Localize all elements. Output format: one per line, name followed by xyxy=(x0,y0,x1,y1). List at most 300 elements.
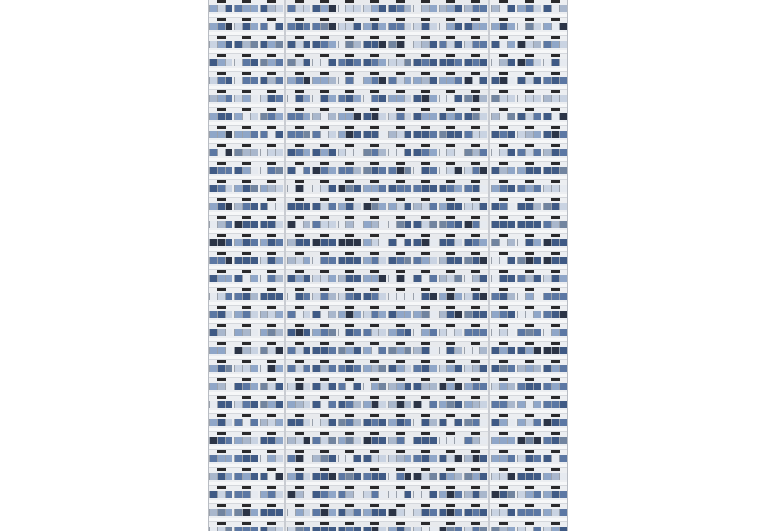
floor-row xyxy=(490,212,568,230)
window-pane xyxy=(413,401,421,408)
window-pane xyxy=(446,95,454,102)
window-pane xyxy=(499,347,507,354)
ac-vent xyxy=(499,450,508,453)
window-pane xyxy=(209,419,217,426)
ac-vent xyxy=(525,72,534,75)
window-pane xyxy=(371,473,379,480)
window-pane xyxy=(491,401,499,408)
window-pane xyxy=(320,473,328,480)
window-pane xyxy=(551,473,559,480)
window-pane xyxy=(507,527,515,531)
window-pane xyxy=(363,311,371,318)
window-pane xyxy=(267,329,275,336)
window-pane xyxy=(479,131,487,138)
window-pane xyxy=(439,419,447,426)
ac-vent xyxy=(396,72,405,75)
window-pane xyxy=(543,113,551,120)
window-pane xyxy=(209,437,217,444)
window-pane xyxy=(234,401,242,408)
floor-row xyxy=(286,482,488,500)
window-pane xyxy=(439,149,447,156)
window-pane xyxy=(363,419,371,426)
window-pane xyxy=(209,293,217,300)
ac-vent xyxy=(421,360,430,363)
window-pane xyxy=(363,95,371,102)
window-pane xyxy=(472,347,480,354)
window-pane xyxy=(491,329,499,336)
floor-row xyxy=(490,356,568,374)
floor-row xyxy=(286,212,488,230)
ac-vent xyxy=(345,396,354,399)
window-pane xyxy=(378,383,386,390)
window-pane xyxy=(267,77,275,84)
window-pane xyxy=(517,419,525,426)
window-pane xyxy=(464,203,472,210)
ac-vent xyxy=(345,198,354,201)
window-pane xyxy=(234,149,242,156)
window-pane xyxy=(499,5,507,12)
window-pane xyxy=(378,221,386,228)
ac-vent xyxy=(345,0,354,3)
ac-vent xyxy=(267,18,276,21)
ac-vent xyxy=(421,234,430,237)
window-pane xyxy=(507,5,515,12)
ac-vent xyxy=(396,306,405,309)
window-pane xyxy=(507,149,515,156)
ac-vent xyxy=(345,468,354,471)
window-pane xyxy=(338,239,346,246)
window-pane xyxy=(439,221,447,228)
window-pane xyxy=(446,437,454,444)
ac-vent xyxy=(396,234,405,237)
window-pane xyxy=(533,203,541,210)
window-pane xyxy=(295,221,303,228)
window-pane xyxy=(413,113,421,120)
window-pane xyxy=(479,347,487,354)
window-pane xyxy=(517,59,525,66)
ac-vent xyxy=(217,216,226,219)
window-pane xyxy=(378,437,386,444)
window-pane xyxy=(439,77,447,84)
window-pane xyxy=(472,113,480,120)
ac-vent xyxy=(471,378,480,381)
window-pane xyxy=(234,221,242,228)
ac-vent xyxy=(217,288,226,291)
ac-vent xyxy=(242,54,251,57)
window-pane xyxy=(371,401,379,408)
window-pane xyxy=(250,221,258,228)
ac-vent xyxy=(267,216,276,219)
window-pane xyxy=(328,509,336,516)
window-pane xyxy=(446,239,454,246)
window-pane xyxy=(234,329,242,336)
window-pane xyxy=(559,167,567,174)
window-pane xyxy=(439,401,447,408)
floor-row xyxy=(286,86,488,104)
window-pane xyxy=(275,167,283,174)
window-pane xyxy=(345,95,353,102)
window-pane xyxy=(225,23,233,30)
window-pane xyxy=(551,221,559,228)
window-pane xyxy=(260,509,268,516)
window-pane xyxy=(353,365,361,372)
window-pane xyxy=(225,419,233,426)
window-pane xyxy=(363,41,371,48)
window-pane xyxy=(217,41,225,48)
window-pane xyxy=(295,239,303,246)
window-pane xyxy=(429,149,437,156)
ac-vent xyxy=(295,468,304,471)
window-pane xyxy=(267,5,275,12)
window-pane xyxy=(312,473,320,480)
ac-vent xyxy=(551,252,560,255)
floor-slab xyxy=(286,428,488,432)
window-pane xyxy=(312,5,320,12)
ac-vent xyxy=(320,324,329,327)
window-pane xyxy=(429,311,437,318)
window-pane xyxy=(363,113,371,120)
window-pane xyxy=(267,257,275,264)
ac-vent xyxy=(370,288,379,291)
window-pane xyxy=(217,257,225,264)
ac-vent xyxy=(446,288,455,291)
window-pane xyxy=(242,347,250,354)
window-pane xyxy=(295,347,303,354)
window-pane xyxy=(388,131,396,138)
ac-vent xyxy=(499,288,508,291)
floor-row xyxy=(208,68,284,86)
window-pane xyxy=(479,149,487,156)
ac-vent xyxy=(421,198,430,201)
window-pane xyxy=(295,383,303,390)
window-pane xyxy=(551,455,559,462)
window-pane xyxy=(353,113,361,120)
window-pane xyxy=(242,113,250,120)
window-pane xyxy=(312,275,320,282)
window-pane xyxy=(479,455,487,462)
window-pane xyxy=(250,95,258,102)
ac-vent xyxy=(551,432,560,435)
window-pane xyxy=(543,77,551,84)
window-pane xyxy=(295,113,303,120)
window-pane xyxy=(472,329,480,336)
window-pane xyxy=(295,419,303,426)
ac-vent xyxy=(295,126,304,129)
window-pane xyxy=(250,149,258,156)
window-pane xyxy=(345,491,353,498)
window-pane xyxy=(371,455,379,462)
ac-vent xyxy=(217,144,226,147)
ac-vent xyxy=(370,234,379,237)
window-pane xyxy=(525,185,533,192)
window-pane xyxy=(388,113,396,120)
window-pane xyxy=(439,203,447,210)
floor-slab xyxy=(286,266,488,270)
floor-row xyxy=(490,392,568,410)
window-pane xyxy=(472,95,480,102)
ac-vent xyxy=(396,504,405,507)
window-pane xyxy=(217,509,225,516)
ac-vent xyxy=(345,486,354,489)
window-pane xyxy=(312,257,320,264)
window-pane xyxy=(551,509,559,516)
window-pane xyxy=(491,95,499,102)
window-pane xyxy=(312,113,320,120)
window-pane xyxy=(479,59,487,66)
window-pane xyxy=(250,257,258,264)
window-pane xyxy=(242,383,250,390)
window-pane xyxy=(242,257,250,264)
window-pane xyxy=(378,419,386,426)
floor-row xyxy=(208,374,284,392)
window-pane xyxy=(491,275,499,282)
window-pane xyxy=(260,41,268,48)
floor-row xyxy=(208,0,284,14)
window-pane xyxy=(388,509,396,516)
floor-row xyxy=(490,104,568,122)
window-pane xyxy=(543,185,551,192)
window-pane xyxy=(363,455,371,462)
window-pane xyxy=(559,329,567,336)
window-pane xyxy=(543,5,551,12)
window-pane xyxy=(242,419,250,426)
ac-vent xyxy=(446,432,455,435)
window-pane xyxy=(242,401,250,408)
ac-vent xyxy=(295,180,304,183)
window-pane xyxy=(328,311,336,318)
window-pane xyxy=(396,257,404,264)
window-pane xyxy=(543,131,551,138)
window-pane xyxy=(234,23,242,30)
window-pane xyxy=(328,401,336,408)
floor-slab xyxy=(286,356,488,360)
window-pane xyxy=(472,437,480,444)
ac-vent xyxy=(446,324,455,327)
window-pane xyxy=(378,95,386,102)
floor-row xyxy=(490,284,568,302)
window-pane xyxy=(312,41,320,48)
window-pane xyxy=(303,509,311,516)
window-pane xyxy=(525,203,533,210)
window-pane xyxy=(439,509,447,516)
window-pane xyxy=(338,347,346,354)
ac-vent xyxy=(525,342,534,345)
window-pane xyxy=(454,419,462,426)
window-pane xyxy=(525,311,533,318)
window-pane xyxy=(320,437,328,444)
window-pane xyxy=(559,221,567,228)
window-pane xyxy=(250,23,258,30)
window-pane xyxy=(345,455,353,462)
window-pane xyxy=(464,5,472,12)
ac-vent xyxy=(295,216,304,219)
window-pane xyxy=(413,347,421,354)
window-pane xyxy=(250,167,258,174)
ac-vent xyxy=(471,360,480,363)
window-pane xyxy=(363,59,371,66)
ac-vent xyxy=(471,216,480,219)
ac-vent xyxy=(217,0,226,3)
ac-vent xyxy=(421,396,430,399)
window-pane xyxy=(446,473,454,480)
window-pane xyxy=(446,293,454,300)
window-pane xyxy=(345,23,353,30)
ac-vent xyxy=(295,234,304,237)
ac-vent xyxy=(421,252,430,255)
ac-vent xyxy=(499,198,508,201)
floor-row xyxy=(208,446,284,464)
window-pane xyxy=(525,365,533,372)
window-pane xyxy=(421,419,429,426)
window-pane xyxy=(499,455,507,462)
window-pane xyxy=(551,95,559,102)
window-pane xyxy=(303,419,311,426)
ac-vent xyxy=(217,414,226,417)
ac-vent xyxy=(471,126,480,129)
window-pane xyxy=(217,383,225,390)
window-pane xyxy=(439,5,447,12)
window-pane xyxy=(353,239,361,246)
ac-vent xyxy=(525,36,534,39)
window-pane xyxy=(454,185,462,192)
window-pane xyxy=(345,275,353,282)
ac-vent xyxy=(267,504,276,507)
ac-vent xyxy=(551,198,560,201)
window-pane xyxy=(225,473,233,480)
ac-vent xyxy=(217,396,226,399)
window-pane xyxy=(312,149,320,156)
window-pane xyxy=(404,59,412,66)
window-pane xyxy=(507,275,515,282)
window-pane xyxy=(479,167,487,174)
window-pane xyxy=(287,437,295,444)
ac-vent xyxy=(242,216,251,219)
ac-vent xyxy=(242,0,251,3)
window-pane xyxy=(421,275,429,282)
window-pane xyxy=(413,329,421,336)
window-pane xyxy=(242,221,250,228)
window-pane xyxy=(543,491,551,498)
ac-vent xyxy=(242,450,251,453)
window-pane xyxy=(429,437,437,444)
window-pane xyxy=(353,311,361,318)
window-pane xyxy=(275,203,283,210)
window-pane xyxy=(225,437,233,444)
window-pane xyxy=(209,5,217,12)
ac-vent xyxy=(396,126,405,129)
window-pane xyxy=(439,113,447,120)
window-pane xyxy=(371,329,379,336)
window-pane xyxy=(439,383,447,390)
window-pane xyxy=(234,419,242,426)
ac-vent xyxy=(551,324,560,327)
ac-vent xyxy=(471,162,480,165)
window-pane xyxy=(234,509,242,516)
ac-vent xyxy=(217,72,226,75)
window-pane xyxy=(267,437,275,444)
ac-vent xyxy=(446,378,455,381)
ac-vent xyxy=(499,54,508,57)
window-pane xyxy=(338,167,346,174)
window-pane xyxy=(472,527,480,531)
ac-vent xyxy=(499,234,508,237)
ac-vent xyxy=(320,126,329,129)
window-pane xyxy=(499,95,507,102)
window-pane xyxy=(454,473,462,480)
window-pane xyxy=(328,185,336,192)
window-pane xyxy=(320,347,328,354)
window-pane xyxy=(525,59,533,66)
ac-vent xyxy=(345,342,354,345)
window-pane xyxy=(345,5,353,12)
floor-row xyxy=(490,428,568,446)
ac-vent xyxy=(242,378,251,381)
window-pane xyxy=(454,311,462,318)
window-pane xyxy=(388,275,396,282)
floor-slab xyxy=(286,392,488,396)
window-pane xyxy=(525,347,533,354)
window-pane xyxy=(338,131,346,138)
floor-slab xyxy=(286,230,488,234)
ac-vent xyxy=(345,54,354,57)
ac-vent xyxy=(267,108,276,111)
window-pane xyxy=(551,185,559,192)
window-pane xyxy=(275,401,283,408)
ac-vent xyxy=(320,468,329,471)
window-pane xyxy=(267,509,275,516)
ac-vent xyxy=(370,126,379,129)
window-pane xyxy=(396,95,404,102)
window-pane xyxy=(267,473,275,480)
window-pane xyxy=(454,401,462,408)
window-pane xyxy=(421,509,429,516)
window-pane xyxy=(312,401,320,408)
floor-slab xyxy=(286,248,488,252)
window-pane xyxy=(225,203,233,210)
window-pane xyxy=(429,131,437,138)
ac-vent xyxy=(345,36,354,39)
window-pane xyxy=(275,185,283,192)
ac-vent xyxy=(551,522,560,525)
window-pane xyxy=(543,347,551,354)
window-pane xyxy=(421,167,429,174)
ac-vent xyxy=(396,324,405,327)
window-pane xyxy=(225,77,233,84)
window-pane xyxy=(295,509,303,516)
window-pane xyxy=(242,329,250,336)
ac-vent xyxy=(370,18,379,21)
ac-vent xyxy=(370,144,379,147)
ac-vent xyxy=(320,0,329,3)
ac-vent xyxy=(471,144,480,147)
window-pane xyxy=(525,419,533,426)
ac-vent xyxy=(551,234,560,237)
window-pane xyxy=(446,347,454,354)
ac-vent xyxy=(267,252,276,255)
window-pane xyxy=(275,275,283,282)
window-pane xyxy=(234,257,242,264)
window-pane xyxy=(429,239,437,246)
window-pane xyxy=(472,149,480,156)
ac-vent xyxy=(217,126,226,129)
window-pane xyxy=(371,437,379,444)
window-pane xyxy=(446,113,454,120)
window-pane xyxy=(328,95,336,102)
window-pane xyxy=(479,23,487,30)
window-pane xyxy=(353,419,361,426)
window-pane xyxy=(225,311,233,318)
window-pane xyxy=(413,203,421,210)
